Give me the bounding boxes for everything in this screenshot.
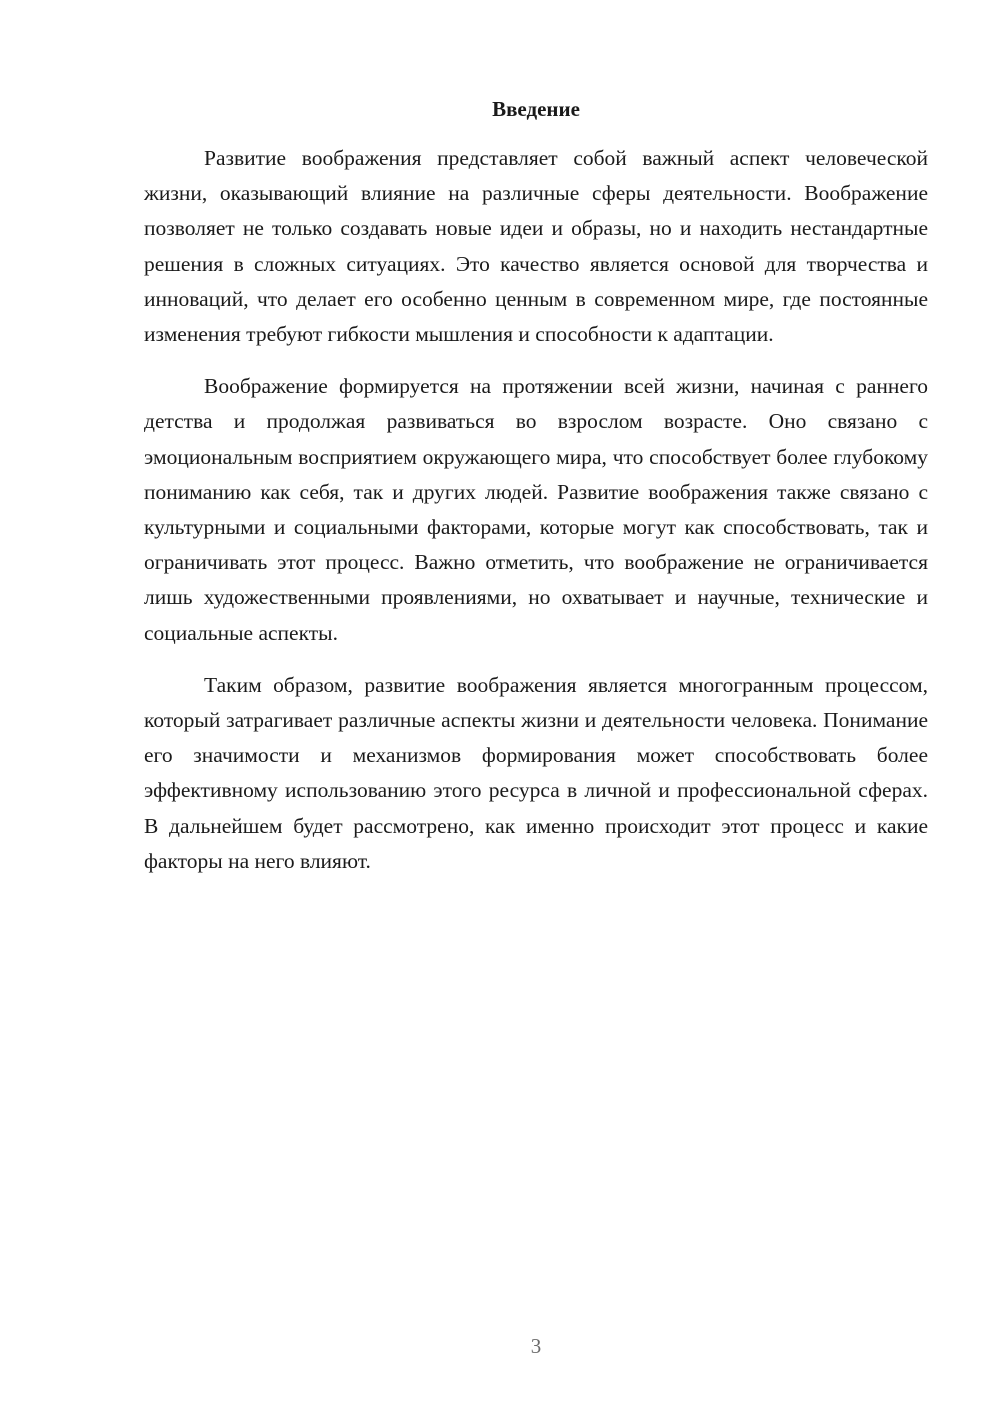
page-title: Введение (492, 97, 580, 121)
page-number: 3 (530, 1334, 542, 1358)
paragraph-2: Воображение формируется на протяжении всей жизни, начиная с раннего детства и продолжая развиваться во взрослом возрасте. Оно связано с эмоциональным восприятием окружающего мира, что способствует более глубокому пониманию как себя, так и других людей. Развитие воображения также связано с культурными и социальными факторами, которые могут как способствовать, так и ограничивать этот процесс. Важно отметить, что воображение не ограничивается лишь художественными проявлениями, но охватывает и научные, технические и социальные аспекты. (144, 374, 928, 645)
paragraph-1: Развитие воображения представляет собой важный аспект человеческой жизни, оказывающий влияние на различные сферы деятельности. Воображение позволяет не только создавать новые идеи и образы, но и находить нестандартные решения в сложных ситуациях. Это качество является основой для творчества и инноваций, что делает его особенно ценным в современном мире, где постоянные изменения требуют гибкости мышления и способности к адаптации. (144, 146, 928, 347)
paragraph-3: Таким образом, развитие воображения является многогранным процессом, который затрагивает различные аспекты жизни и деятельности человека. Понимание его значимости и механизмов формирования может способствовать более эффективному использованию этого ресурса в личной и профессиональной сферах. В дальнейшем будет рассмотрено, как именно происходит этот процесс и какие факторы на него влияют. (144, 672, 928, 873)
body-text (144, 141, 928, 896)
